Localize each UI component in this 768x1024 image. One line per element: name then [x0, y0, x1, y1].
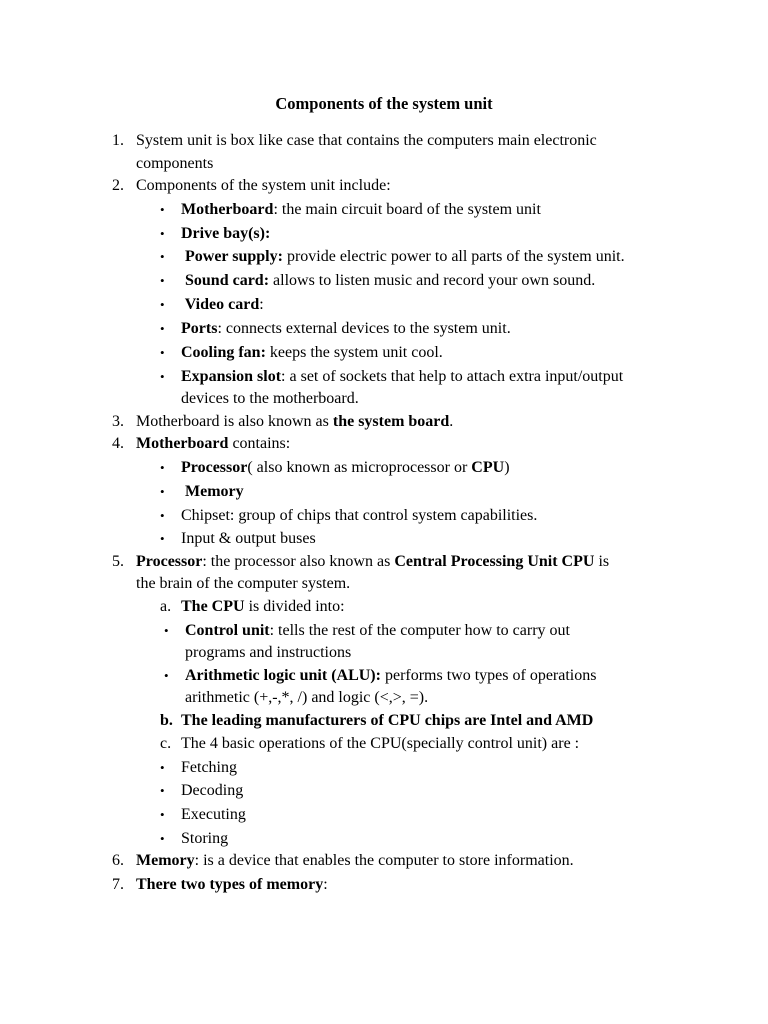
component-desc: : — [259, 296, 264, 313]
list-item-text: is — [594, 553, 610, 570]
emphasis-text: Central Processing Unit CPU — [394, 553, 595, 570]
sub-marker: b. — [160, 712, 173, 729]
component-term: Control unit — [185, 622, 270, 639]
component-term: Sound card: — [181, 272, 270, 289]
component-desc: Chipset: group of chips that control system capabilities. — [181, 507, 538, 524]
component-desc: provide electric power to all parts of the system unit. — [282, 248, 625, 265]
bullet-icon: • — [160, 484, 165, 499]
component-desc: : connects external devices to the system unit. — [217, 320, 511, 337]
component-term: Drive bay(s): — [181, 225, 271, 242]
bullet-icon: • — [160, 783, 165, 798]
list-item-text: the brain of the computer system. — [136, 575, 351, 592]
bullet-icon: • — [160, 508, 165, 523]
operation-text: Executing — [181, 806, 246, 823]
list-item-text: Components of the system unit include: — [136, 177, 391, 194]
list-item-text: is divided into: — [244, 598, 345, 615]
operation-text: Fetching — [181, 759, 237, 776]
component-desc: Input & output buses — [181, 530, 316, 547]
list-item-text: : the processor also known as — [202, 553, 395, 570]
component-desc: : tells the rest of the computer how to carry out — [269, 622, 570, 639]
bullet-icon: • — [164, 623, 169, 638]
component-term: Video card — [181, 296, 260, 313]
list-item-text: The 4 basic operations of the CPU(specially control unit) are : — [181, 735, 580, 752]
bullet-icon: • — [160, 369, 165, 384]
bullet-icon: • — [160, 345, 165, 360]
bullet-icon: • — [160, 531, 165, 546]
component-term: Memory — [181, 483, 244, 500]
component-desc: performs two types of operations — [380, 667, 597, 684]
component-term: Cooling fan: — [181, 344, 266, 361]
list-item-text: components — [136, 155, 214, 172]
component-term: Power supply: — [181, 248, 283, 265]
bullet-icon: • — [164, 668, 169, 683]
bullet-icon: • — [160, 321, 165, 336]
punctuation: ) — [504, 459, 510, 476]
list-number: 7. — [112, 876, 124, 893]
component-term: Expansion slot — [181, 368, 282, 385]
list-number: 6. — [112, 852, 124, 869]
component-desc: arithmetic (+,-,*, /) and logic (<,>, =). — [185, 689, 429, 706]
operation-text: Decoding — [181, 782, 244, 799]
sub-marker: a. — [160, 598, 172, 615]
list-number: 4. — [112, 435, 124, 452]
list-number: 5. — [112, 553, 124, 570]
component-desc: allows to listen music and record your own sound. — [269, 272, 596, 289]
operation-text: Storing — [181, 830, 229, 847]
page-title: Components of the system unit — [275, 94, 493, 113]
emphasis-text: There two types of memory — [136, 876, 324, 893]
emphasis-text: The CPU — [181, 598, 245, 615]
emphasis-text: Processor — [136, 553, 203, 570]
emphasis-text: the system board — [332, 413, 450, 430]
bullet-icon: • — [160, 249, 165, 264]
bullet-icon: • — [160, 807, 165, 822]
list-item-text: Motherboard is also known as — [136, 413, 333, 430]
component-term: Ports — [181, 320, 218, 337]
list-item-text: : is a device that enables the computer to store information. — [194, 852, 574, 869]
component-desc: : the main circuit board of the system unit — [273, 201, 541, 218]
component-term: Processor — [181, 459, 248, 476]
component-desc: programs and instructions — [185, 644, 352, 661]
list-number: 3. — [112, 413, 124, 430]
list-item-text: System unit is box like case that contains the computers main electronic — [136, 132, 597, 149]
bullet-icon: • — [160, 460, 165, 475]
list-item-text: contains: — [228, 435, 291, 452]
list-number: 1. — [112, 132, 124, 149]
component-term: Motherboard — [181, 201, 274, 218]
punctuation: : — [323, 876, 328, 893]
list-number: 2. — [112, 177, 124, 194]
sub-marker: c. — [160, 735, 172, 752]
emphasis-text: Motherboard — [136, 435, 229, 452]
component-desc: keeps the system unit cool. — [265, 344, 443, 361]
component-desc: : a set of sockets that help to attach extra input/output — [281, 368, 624, 385]
bullet-icon: • — [160, 202, 165, 217]
emphasis-text: CPU — [471, 459, 505, 476]
bullet-icon: • — [160, 226, 165, 241]
component-term: Arithmetic logic unit (ALU): — [185, 667, 381, 684]
bullet-icon: • — [160, 760, 165, 775]
punctuation: . — [449, 413, 454, 430]
bullet-icon: • — [160, 273, 165, 288]
emphasis-text: Memory — [136, 852, 195, 869]
emphasis-text: The leading manufacturers of CPU chips are Intel and AMD — [181, 712, 594, 729]
bullet-icon: • — [160, 831, 165, 846]
bullet-icon: • — [160, 297, 165, 312]
component-desc: devices to the motherboard. — [181, 390, 359, 407]
component-desc: ( also known as microprocessor or — [247, 459, 472, 476]
